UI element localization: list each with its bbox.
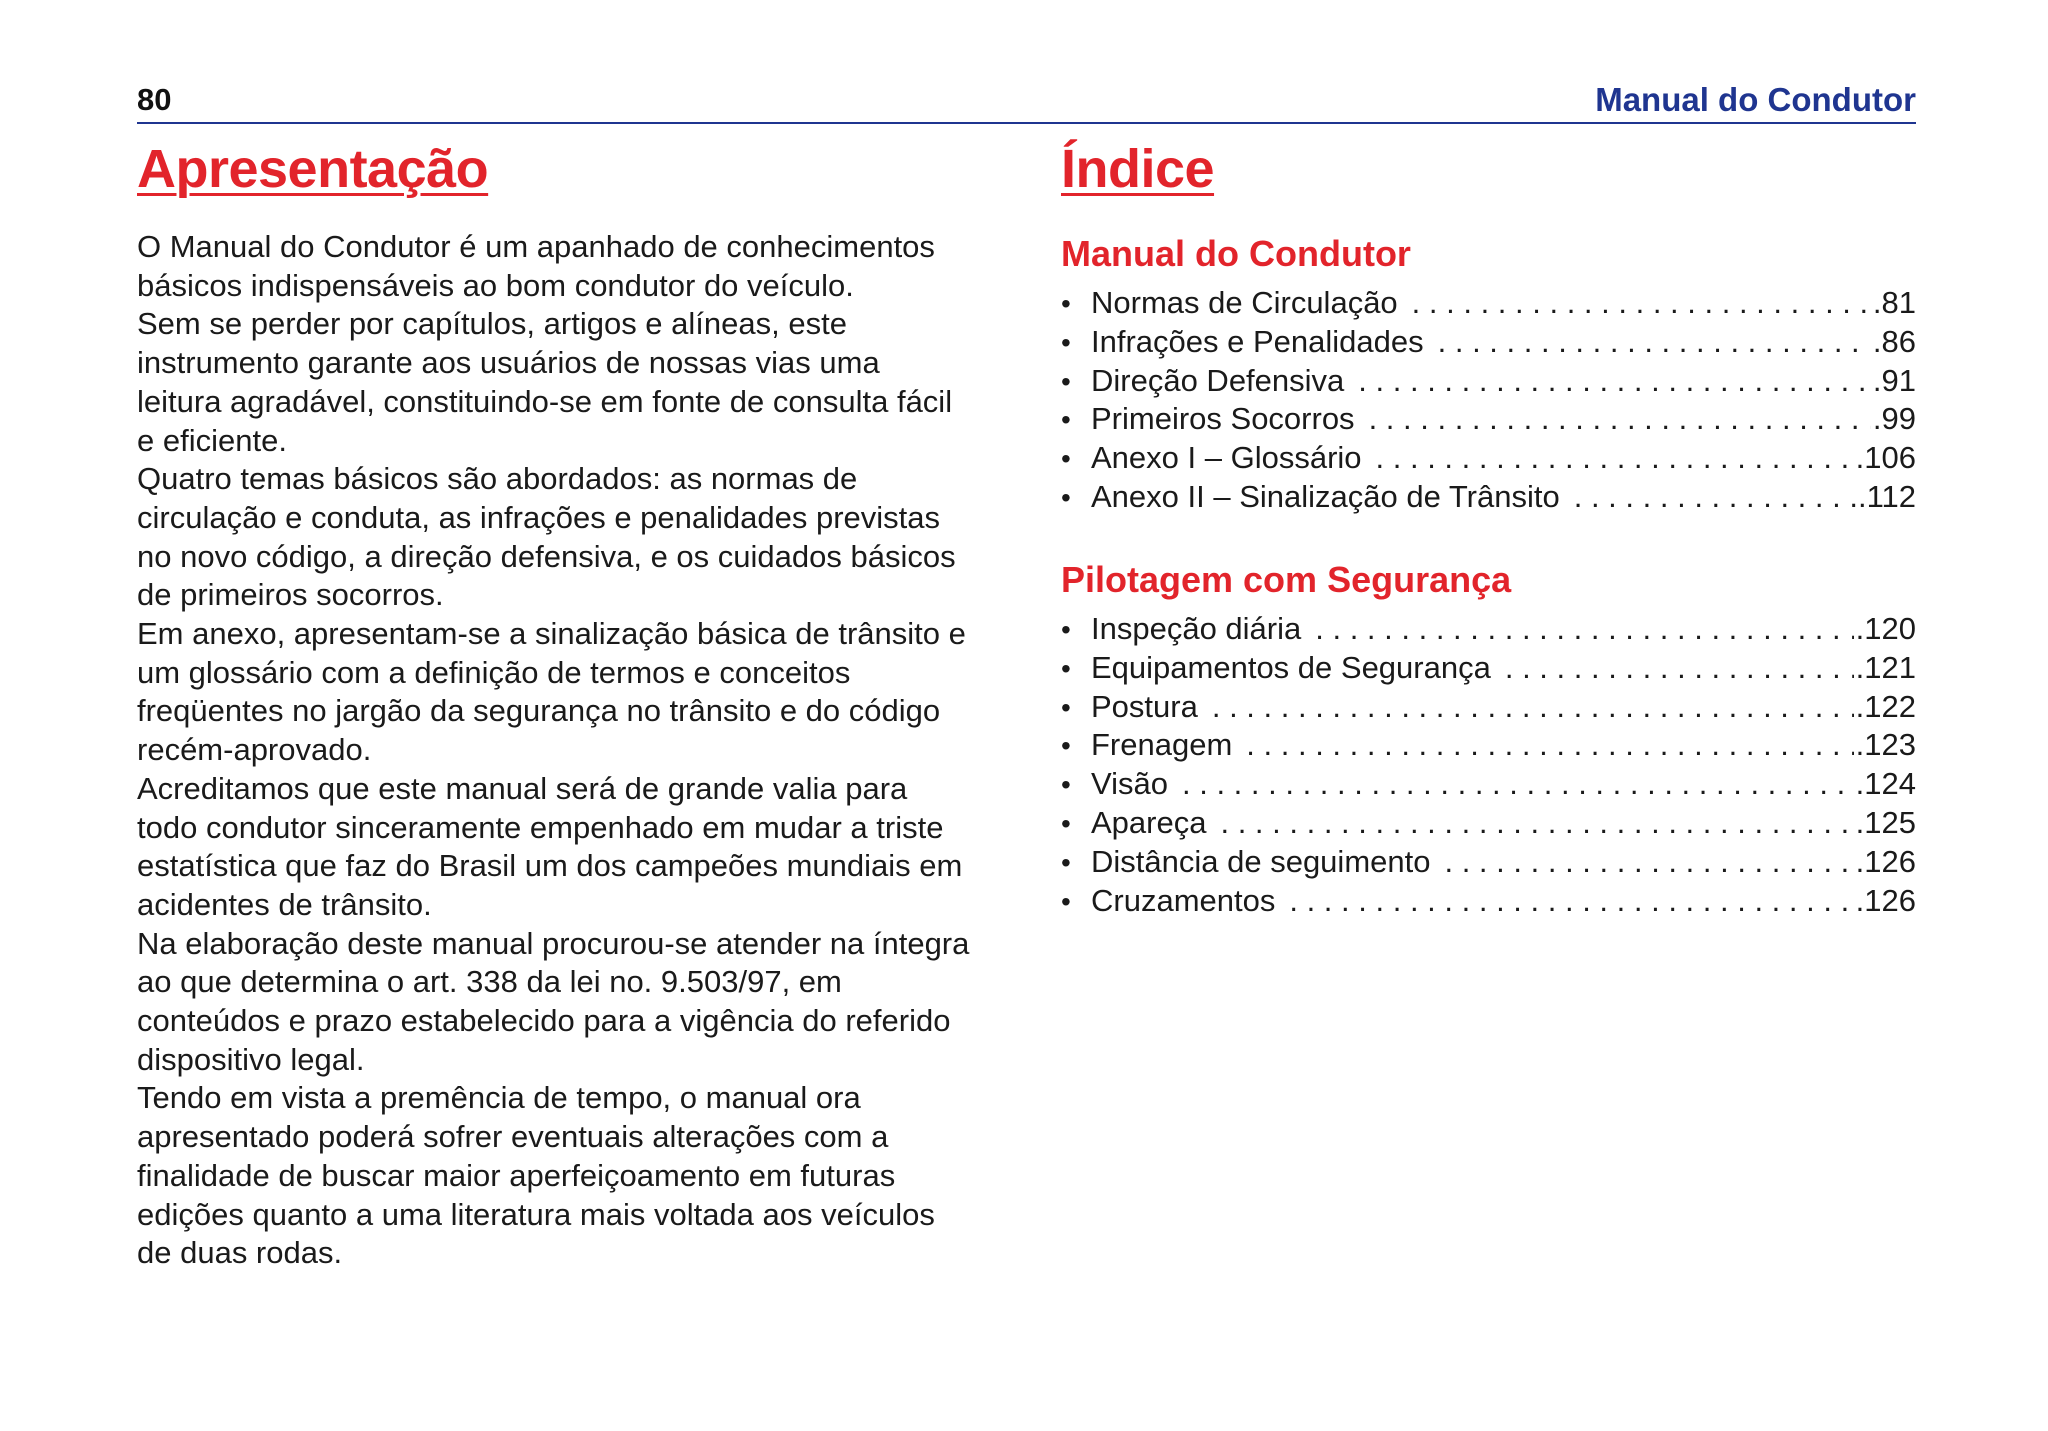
- bullet-icon: •: [1061, 443, 1071, 475]
- body-line: apresentado poderá sofrer eventuais alterações com a: [137, 1119, 889, 1155]
- dot-leader: [1289, 882, 1853, 921]
- toc-entry-page: .106: [1855, 440, 1916, 476]
- body-line: finalidade de buscar maior aperfeiçoamento em futuras: [137, 1157, 896, 1193]
- toc-entry[interactable]: [1061, 400, 1916, 439]
- running-title: Manual do Condutor: [1595, 81, 1916, 118]
- body-line: Sem se perder por capítulos, artigos e alíneas, este: [137, 306, 847, 342]
- body-line: Quatro temas básicos são abordados: as normas de: [137, 461, 858, 497]
- body-line: dispositivo legal.: [137, 1041, 365, 1077]
- toc-entry[interactable]: [1061, 882, 1916, 921]
- dot-leader: [1444, 843, 1853, 882]
- toc-entry[interactable]: [1061, 439, 1916, 478]
- toc-entry[interactable]: [1061, 362, 1916, 401]
- bullet-icon: •: [1061, 288, 1071, 319]
- toc-entry-label: Postura: [1091, 688, 1198, 724]
- toc-entry-page: .112: [1857, 478, 1916, 514]
- body-line: um glossário com a definição de termos e conceitos: [137, 654, 851, 690]
- toc-entry[interactable]: [1061, 804, 1916, 843]
- toc-entry[interactable]: [1061, 610, 1916, 649]
- toc-entry[interactable]: [1061, 478, 1916, 517]
- dot-leader: [1315, 610, 1853, 649]
- bullet-icon: •: [1061, 614, 1071, 645]
- body-line: Acreditamos que este manual será de grande valia para: [137, 770, 908, 806]
- body-line: ao que determina o art. 338 da lei no. 9.503/97, em: [137, 964, 842, 1000]
- presentation-title: Apresentação: [137, 139, 489, 199]
- toc-entry[interactable]: [1061, 765, 1916, 804]
- dot-leader: [1182, 765, 1854, 804]
- toc-entry[interactable]: [1061, 323, 1916, 362]
- dot-leader: [1574, 478, 1856, 517]
- toc-entry-label: Apareça: [1091, 804, 1207, 840]
- toc-entry-page: .125: [1855, 804, 1916, 840]
- toc-entry-page: .126: [1855, 882, 1916, 918]
- body-line: Na elaboração deste manual procurou-se atender na íntegra: [137, 925, 970, 961]
- index-section-title: Pilotagem com Segurança: [1061, 559, 1512, 600]
- toc-entry-label: Normas de Circulação: [1091, 285, 1398, 320]
- index-title: Índice: [1061, 139, 1215, 199]
- toc-entry-page: .124: [1855, 766, 1916, 802]
- body-line: instrumento garante aos usuários de nossas vias uma: [137, 345, 880, 381]
- body-line: básicos indispensáveis ao bom condutor do veículo.: [137, 267, 854, 303]
- toc-entry-page: .120: [1855, 611, 1916, 646]
- toc-entry[interactable]: [1061, 649, 1916, 688]
- toc-entry-page: .121: [1855, 649, 1916, 685]
- dot-leader: [1376, 439, 1854, 478]
- toc-entry-label: Frenagem: [1091, 727, 1233, 763]
- body-line: acidentes de trânsito.: [137, 886, 432, 922]
- toc-entry-label: Infrações e Penalidades: [1091, 323, 1424, 359]
- body-line: O Manual do Condutor é um apanhado de conhecimentos: [137, 229, 935, 264]
- toc-entry-label: Anexo II – Sinalização de Trânsito: [1091, 478, 1560, 514]
- toc-entry-page: .122: [1855, 688, 1916, 724]
- body-line: e eficiente.: [137, 422, 287, 458]
- bullet-icon: •: [1061, 807, 1071, 839]
- bullet-icon: •: [1061, 481, 1071, 513]
- page-number: 80: [137, 82, 172, 117]
- bullet-icon: •: [1061, 691, 1071, 723]
- body-line: conteúdos e prazo estabelecido para a vigência do referido: [137, 1003, 951, 1039]
- toc-entry-page: .81: [1872, 285, 1916, 320]
- toc-entry[interactable]: [1061, 843, 1916, 882]
- bullet-icon: •: [1061, 885, 1071, 917]
- body-line: leitura agradável, constituindo-se em fonte de consulta fácil: [137, 383, 953, 419]
- dot-leader: [1220, 804, 1853, 843]
- bullet-icon: •: [1061, 404, 1071, 436]
- body-line: de primeiros socorros.: [137, 577, 444, 613]
- dot-leader: [1505, 649, 1854, 688]
- toc-entry-label: Equipamentos de Segurança: [1091, 649, 1491, 685]
- body-line: freqüentes no jargão da segurança no trânsito e do código: [137, 693, 941, 729]
- body-line: no novo código, a direção defensiva, e os cuidados básicos: [137, 538, 956, 574]
- toc-entry-page: .126: [1855, 843, 1916, 879]
- toc-entry[interactable]: [1061, 688, 1916, 727]
- toc-entry-label: Anexo I – Glossário: [1091, 440, 1362, 476]
- presentation-body: [137, 228, 1017, 1273]
- toc-entry-label: Cruzamentos: [1091, 882, 1276, 918]
- body-line: Em anexo, apresentam-se a sinalização básica de trânsito e: [137, 616, 966, 652]
- bullet-icon: •: [1061, 326, 1071, 358]
- presentation-column: [137, 132, 1017, 1271]
- toc-entry-label: Primeiros Socorros: [1091, 401, 1355, 437]
- dot-leader: [1212, 688, 1854, 727]
- bullet-icon: •: [1061, 769, 1071, 801]
- index-section-list: [1061, 284, 1916, 517]
- toc-entry[interactable]: [1061, 726, 1916, 765]
- bullet-icon: •: [1061, 730, 1071, 762]
- body-line: circulação e conduta, as infrações e penalidades previstas: [137, 499, 941, 535]
- index-section-title: Manual do Condutor: [1061, 233, 1411, 274]
- body-line: recém-aprovado.: [137, 732, 372, 768]
- index-column: [1061, 132, 1916, 918]
- header-rule: [137, 122, 1916, 124]
- body-line: todo condutor sinceramente empenhado em mudar a triste: [137, 809, 944, 845]
- toc-entry-page: .123: [1855, 727, 1916, 763]
- toc-entry-page: .86: [1872, 323, 1916, 359]
- dot-leader: [1246, 726, 1853, 765]
- toc-entry-page: .99: [1872, 401, 1916, 437]
- bullet-icon: •: [1061, 652, 1071, 684]
- dot-leader: [1412, 284, 1871, 323]
- body-line: edições quanto a uma literatura mais voltada aos veículos: [137, 1196, 935, 1232]
- bullet-icon: •: [1061, 846, 1071, 878]
- toc-entry-label: Visão: [1091, 766, 1168, 802]
- dot-leader: [1369, 400, 1871, 439]
- body-line: Tendo em vista a premência de tempo, o manual ora: [137, 1080, 861, 1116]
- dot-leader: [1438, 323, 1871, 362]
- toc-entry-label: Distância de seguimento: [1091, 843, 1431, 879]
- body-line: estatística que faz do Brasil um dos campeões mundiais em: [137, 848, 963, 884]
- bullet-icon: •: [1061, 365, 1071, 397]
- toc-entry-label: Inspeção diária: [1091, 611, 1302, 646]
- dot-leader: [1358, 362, 1871, 401]
- index-section-list: [1061, 610, 1916, 920]
- toc-entry-page: .91: [1872, 362, 1916, 398]
- toc-entry[interactable]: [1061, 284, 1916, 323]
- toc-entry-label: Direção Defensiva: [1091, 362, 1345, 398]
- body-line: de duas rodas.: [137, 1235, 343, 1271]
